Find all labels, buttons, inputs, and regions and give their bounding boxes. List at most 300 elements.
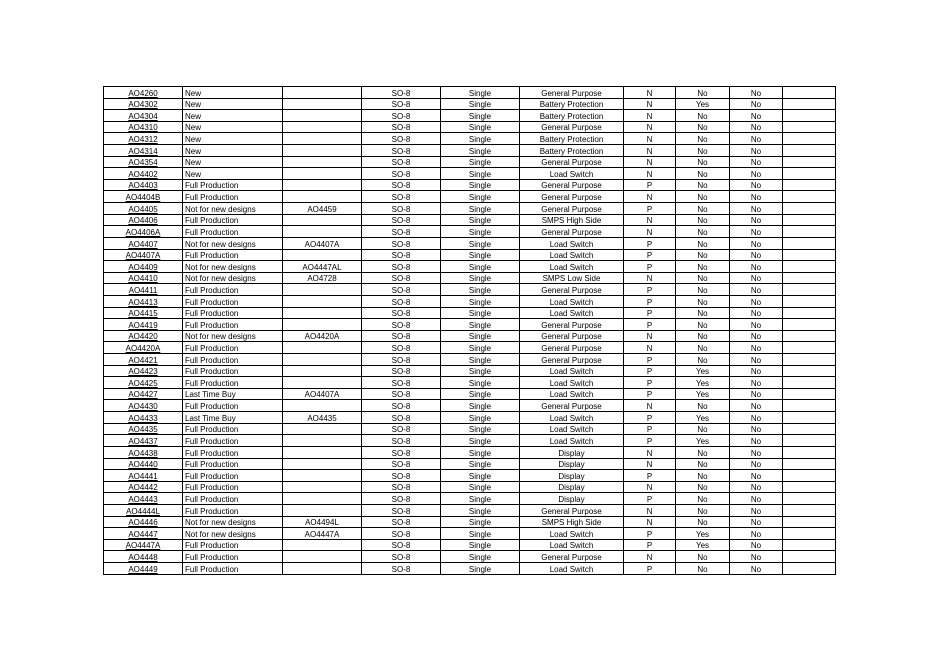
application-cell: Load Switch [520, 539, 624, 551]
notes-cell [783, 470, 836, 482]
automotive-cell: No [730, 528, 783, 540]
notes-cell [783, 319, 836, 331]
configuration-cell: Single [441, 284, 520, 296]
application-cell: Load Switch [520, 528, 624, 540]
notes-cell [783, 237, 836, 249]
esd-cell: No [676, 481, 730, 493]
configuration-cell: Single [441, 98, 520, 110]
configuration-cell: Single [441, 528, 520, 540]
replacement-cell [283, 110, 362, 122]
package-cell: SO-8 [362, 168, 441, 180]
table-row [104, 342, 836, 354]
configuration-cell: Single [441, 319, 520, 331]
part-number-cell: AO4310 [104, 121, 183, 133]
application-cell: General Purpose [520, 284, 624, 296]
configuration-cell: Single [441, 237, 520, 249]
replacement-cell [283, 481, 362, 493]
automotive-cell: No [730, 493, 783, 505]
configuration-cell: Single [441, 330, 520, 342]
automotive-cell: No [730, 516, 783, 528]
esd-cell: No [676, 307, 730, 319]
application-cell: Load Switch [520, 249, 624, 261]
automotive-cell: No [730, 156, 783, 168]
replacement-cell [283, 458, 362, 470]
package-cell: SO-8 [362, 272, 441, 284]
status-cell: Full Production [183, 284, 283, 296]
polarity-cell: N [624, 446, 676, 458]
table-row [104, 516, 836, 528]
part-number-cell: AO4409 [104, 261, 183, 273]
polarity-cell: N [624, 145, 676, 157]
polarity-cell: N [624, 214, 676, 226]
application-cell: General Purpose [520, 87, 624, 99]
part-number-cell: AO4435 [104, 423, 183, 435]
notes-cell [783, 168, 836, 180]
automotive-cell: No [730, 319, 783, 331]
polarity-cell: N [624, 400, 676, 412]
part-number-cell: AO4404B [104, 191, 183, 203]
automotive-cell: No [730, 214, 783, 226]
parts-table [103, 86, 836, 575]
configuration-cell: Single [441, 412, 520, 424]
notes-cell [783, 284, 836, 296]
configuration-cell: Single [441, 539, 520, 551]
part-number-cell: AO4448 [104, 551, 183, 563]
esd-cell: No [676, 319, 730, 331]
application-cell: Load Switch [520, 295, 624, 307]
automotive-cell: No [730, 446, 783, 458]
replacement-cell [283, 191, 362, 203]
configuration-cell: Single [441, 400, 520, 412]
replacement-cell [283, 98, 362, 110]
status-cell: New [183, 133, 283, 145]
polarity-cell: P [624, 377, 676, 389]
status-cell: Full Production [183, 435, 283, 447]
polarity-cell: P [624, 249, 676, 261]
replacement-cell [283, 249, 362, 261]
table-row [104, 191, 836, 203]
part-number-cell: AO4406 [104, 214, 183, 226]
polarity-cell: P [624, 319, 676, 331]
esd-cell: No [676, 330, 730, 342]
polarity-cell: N [624, 121, 676, 133]
package-cell: SO-8 [362, 446, 441, 458]
table-row [104, 133, 836, 145]
part-number-cell: AO4407A [104, 249, 183, 261]
table-row [104, 493, 836, 505]
part-number-cell: AO4407 [104, 237, 183, 249]
status-cell: Not for new designs [183, 528, 283, 540]
part-number-cell: AO4304 [104, 110, 183, 122]
notes-cell [783, 133, 836, 145]
automotive-cell: No [730, 121, 783, 133]
table-row [104, 551, 836, 563]
status-cell: Full Production [183, 493, 283, 505]
notes-cell [783, 98, 836, 110]
application-cell: Battery Protection [520, 110, 624, 122]
polarity-cell: P [624, 562, 676, 574]
automotive-cell: No [730, 272, 783, 284]
status-cell: Full Production [183, 562, 283, 574]
replacement-cell [283, 539, 362, 551]
esd-cell: No [676, 342, 730, 354]
esd-cell: No [676, 354, 730, 366]
application-cell: Display [520, 493, 624, 505]
polarity-cell: P [624, 435, 676, 447]
notes-cell [783, 307, 836, 319]
configuration-cell: Single [441, 214, 520, 226]
part-number-cell: AO4405 [104, 203, 183, 215]
part-number-cell: AO4442 [104, 481, 183, 493]
status-cell: Full Production [183, 226, 283, 238]
application-cell: Battery Protection [520, 145, 624, 157]
part-number-cell: AO4449 [104, 562, 183, 574]
package-cell: SO-8 [362, 388, 441, 400]
package-cell: SO-8 [362, 237, 441, 249]
configuration-cell: Single [441, 179, 520, 191]
esd-cell: No [676, 156, 730, 168]
status-cell: Full Production [183, 446, 283, 458]
application-cell: General Purpose [520, 354, 624, 366]
application-cell: Load Switch [520, 307, 624, 319]
package-cell: SO-8 [362, 226, 441, 238]
part-number-cell: AO4413 [104, 295, 183, 307]
polarity-cell: N [624, 110, 676, 122]
configuration-cell: Single [441, 87, 520, 99]
automotive-cell: No [730, 226, 783, 238]
part-number-cell: AO4314 [104, 145, 183, 157]
automotive-cell: No [730, 539, 783, 551]
replacement-cell [283, 319, 362, 331]
status-cell: Full Production [183, 319, 283, 331]
replacement-cell [283, 435, 362, 447]
table-row [104, 481, 836, 493]
configuration-cell: Single [441, 342, 520, 354]
application-cell: SMPS Low Side [520, 272, 624, 284]
table-row [104, 261, 836, 273]
status-cell: Full Production [183, 191, 283, 203]
configuration-cell: Single [441, 133, 520, 145]
status-cell: Not for new designs [183, 330, 283, 342]
polarity-cell: P [624, 295, 676, 307]
configuration-cell: Single [441, 365, 520, 377]
notes-cell [783, 156, 836, 168]
esd-cell: No [676, 214, 730, 226]
configuration-cell: Single [441, 470, 520, 482]
part-number-cell: AO4419 [104, 319, 183, 331]
replacement-cell [283, 295, 362, 307]
automotive-cell: No [730, 87, 783, 99]
automotive-cell: No [730, 435, 783, 447]
automotive-cell: No [730, 295, 783, 307]
status-cell: Full Production [183, 470, 283, 482]
esd-cell: No [676, 110, 730, 122]
esd-cell: No [676, 295, 730, 307]
automotive-cell: No [730, 168, 783, 180]
table-row [104, 237, 836, 249]
table-row [104, 365, 836, 377]
replacement-cell: AO4494L [283, 516, 362, 528]
part-number-cell: AO4403 [104, 179, 183, 191]
application-cell: Display [520, 458, 624, 470]
esd-cell: No [676, 191, 730, 203]
package-cell: SO-8 [362, 121, 441, 133]
configuration-cell: Single [441, 226, 520, 238]
replacement-cell [283, 214, 362, 226]
table-row [104, 249, 836, 261]
automotive-cell: No [730, 284, 783, 296]
package-cell: SO-8 [362, 423, 441, 435]
part-number-cell: AO4446 [104, 516, 183, 528]
table-row [104, 203, 836, 215]
notes-cell [783, 504, 836, 516]
application-cell: General Purpose [520, 319, 624, 331]
package-cell: SO-8 [362, 377, 441, 389]
polarity-cell: P [624, 179, 676, 191]
polarity-cell: N [624, 342, 676, 354]
package-cell: SO-8 [362, 539, 441, 551]
table-row [104, 272, 836, 284]
automotive-cell: No [730, 342, 783, 354]
replacement-cell: AO4447A [283, 528, 362, 540]
esd-cell: No [676, 504, 730, 516]
esd-cell: No [676, 551, 730, 563]
part-number-cell: AO4354 [104, 156, 183, 168]
status-cell: Full Production [183, 307, 283, 319]
application-cell: General Purpose [520, 400, 624, 412]
table-row [104, 504, 836, 516]
part-number-cell: AO4447A [104, 539, 183, 551]
esd-cell: Yes [676, 365, 730, 377]
table-row [104, 330, 836, 342]
package-cell: SO-8 [362, 98, 441, 110]
automotive-cell: No [730, 423, 783, 435]
configuration-cell: Single [441, 377, 520, 389]
polarity-cell: P [624, 354, 676, 366]
status-cell: Full Production [183, 342, 283, 354]
table-row [104, 156, 836, 168]
esd-cell: No [676, 470, 730, 482]
package-cell: SO-8 [362, 87, 441, 99]
replacement-cell [283, 87, 362, 99]
status-cell: Full Production [183, 295, 283, 307]
polarity-cell: N [624, 272, 676, 284]
replacement-cell [283, 423, 362, 435]
status-cell: Full Production [183, 354, 283, 366]
replacement-cell [283, 156, 362, 168]
notes-cell [783, 330, 836, 342]
table-row [104, 98, 836, 110]
configuration-cell: Single [441, 295, 520, 307]
polarity-cell: P [624, 388, 676, 400]
configuration-cell: Single [441, 423, 520, 435]
automotive-cell: No [730, 237, 783, 249]
status-cell: New [183, 87, 283, 99]
notes-cell [783, 528, 836, 540]
esd-cell: No [676, 145, 730, 157]
part-number-cell: AO4437 [104, 435, 183, 447]
configuration-cell: Single [441, 446, 520, 458]
esd-cell: Yes [676, 98, 730, 110]
status-cell: Full Production [183, 214, 283, 226]
application-cell: General Purpose [520, 203, 624, 215]
configuration-cell: Single [441, 191, 520, 203]
notes-cell [783, 354, 836, 366]
application-cell: Load Switch [520, 377, 624, 389]
polarity-cell: N [624, 481, 676, 493]
notes-cell [783, 226, 836, 238]
package-cell: SO-8 [362, 551, 441, 563]
esd-cell: No [676, 423, 730, 435]
replacement-cell [283, 446, 362, 458]
package-cell: SO-8 [362, 504, 441, 516]
esd-cell: No [676, 179, 730, 191]
esd-cell: No [676, 446, 730, 458]
configuration-cell: Single [441, 481, 520, 493]
esd-cell: No [676, 237, 730, 249]
notes-cell [783, 388, 836, 400]
application-cell: Load Switch [520, 423, 624, 435]
replacement-cell [283, 377, 362, 389]
polarity-cell: P [624, 261, 676, 273]
part-number-cell: AO4410 [104, 272, 183, 284]
notes-cell [783, 342, 836, 354]
table-row [104, 539, 836, 551]
configuration-cell: Single [441, 388, 520, 400]
automotive-cell: No [730, 400, 783, 412]
automotive-cell: No [730, 191, 783, 203]
package-cell: SO-8 [362, 562, 441, 574]
package-cell: SO-8 [362, 435, 441, 447]
status-cell: Last Time Buy [183, 388, 283, 400]
polarity-cell: N [624, 87, 676, 99]
package-cell: SO-8 [362, 203, 441, 215]
replacement-cell [283, 342, 362, 354]
automotive-cell: No [730, 562, 783, 574]
application-cell: General Purpose [520, 156, 624, 168]
application-cell: SMPS High Side [520, 516, 624, 528]
polarity-cell: N [624, 168, 676, 180]
application-cell: Load Switch [520, 412, 624, 424]
esd-cell: No [676, 493, 730, 505]
notes-cell [783, 412, 836, 424]
automotive-cell: No [730, 133, 783, 145]
replacement-cell: AO4407A [283, 388, 362, 400]
part-number-cell: AO4425 [104, 377, 183, 389]
table-row [104, 470, 836, 482]
application-cell: General Purpose [520, 330, 624, 342]
esd-cell: Yes [676, 388, 730, 400]
notes-cell [783, 191, 836, 203]
part-number-cell: AO4423 [104, 365, 183, 377]
esd-cell: No [676, 87, 730, 99]
application-cell: Load Switch [520, 365, 624, 377]
notes-cell [783, 261, 836, 273]
configuration-cell: Single [441, 307, 520, 319]
table-row [104, 214, 836, 226]
polarity-cell: N [624, 516, 676, 528]
automotive-cell: No [730, 412, 783, 424]
esd-cell: No [676, 400, 730, 412]
notes-cell [783, 446, 836, 458]
polarity-cell: P [624, 284, 676, 296]
replacement-cell [283, 354, 362, 366]
esd-cell: No [676, 562, 730, 574]
status-cell: New [183, 110, 283, 122]
part-number-cell: AO4420 [104, 330, 183, 342]
package-cell: SO-8 [362, 481, 441, 493]
replacement-cell [283, 284, 362, 296]
table-row [104, 121, 836, 133]
status-cell: Full Production [183, 377, 283, 389]
automotive-cell: No [730, 551, 783, 563]
package-cell: SO-8 [362, 261, 441, 273]
notes-cell [783, 295, 836, 307]
package-cell: SO-8 [362, 342, 441, 354]
package-cell: SO-8 [362, 307, 441, 319]
table-row [104, 226, 836, 238]
status-cell: New [183, 121, 283, 133]
configuration-cell: Single [441, 121, 520, 133]
part-number-cell: AO4402 [104, 168, 183, 180]
part-number-cell: AO4260 [104, 87, 183, 99]
package-cell: SO-8 [362, 400, 441, 412]
automotive-cell: No [730, 481, 783, 493]
table-row [104, 528, 836, 540]
configuration-cell: Single [441, 145, 520, 157]
esd-cell: Yes [676, 377, 730, 389]
part-number-cell: AO4430 [104, 400, 183, 412]
status-cell: Not for new designs [183, 516, 283, 528]
replacement-cell [283, 551, 362, 563]
part-number-cell: AO4421 [104, 354, 183, 366]
polarity-cell: N [624, 98, 676, 110]
table-row [104, 435, 836, 447]
package-cell: SO-8 [362, 214, 441, 226]
application-cell: General Purpose [520, 504, 624, 516]
application-cell: General Purpose [520, 342, 624, 354]
part-number-cell: AO4438 [104, 446, 183, 458]
package-cell: SO-8 [362, 528, 441, 540]
application-cell: General Purpose [520, 551, 624, 563]
status-cell: Not for new designs [183, 272, 283, 284]
notes-cell [783, 110, 836, 122]
status-cell: New [183, 98, 283, 110]
polarity-cell: P [624, 237, 676, 249]
table-row [104, 307, 836, 319]
polarity-cell: N [624, 226, 676, 238]
replacement-cell [283, 121, 362, 133]
part-number-cell: AO4411 [104, 284, 183, 296]
replacement-cell [283, 504, 362, 516]
application-cell: Display [520, 481, 624, 493]
configuration-cell: Single [441, 272, 520, 284]
table-row [104, 400, 836, 412]
table-row [104, 412, 836, 424]
replacement-cell: AO4407A [283, 237, 362, 249]
status-cell: Full Production [183, 481, 283, 493]
replacement-cell [283, 307, 362, 319]
package-cell: SO-8 [362, 249, 441, 261]
automotive-cell: No [730, 470, 783, 482]
table-row [104, 423, 836, 435]
replacement-cell: AO4728 [283, 272, 362, 284]
application-cell: Load Switch [520, 261, 624, 273]
application-cell: General Purpose [520, 191, 624, 203]
automotive-cell: No [730, 203, 783, 215]
notes-cell [783, 249, 836, 261]
package-cell: SO-8 [362, 330, 441, 342]
